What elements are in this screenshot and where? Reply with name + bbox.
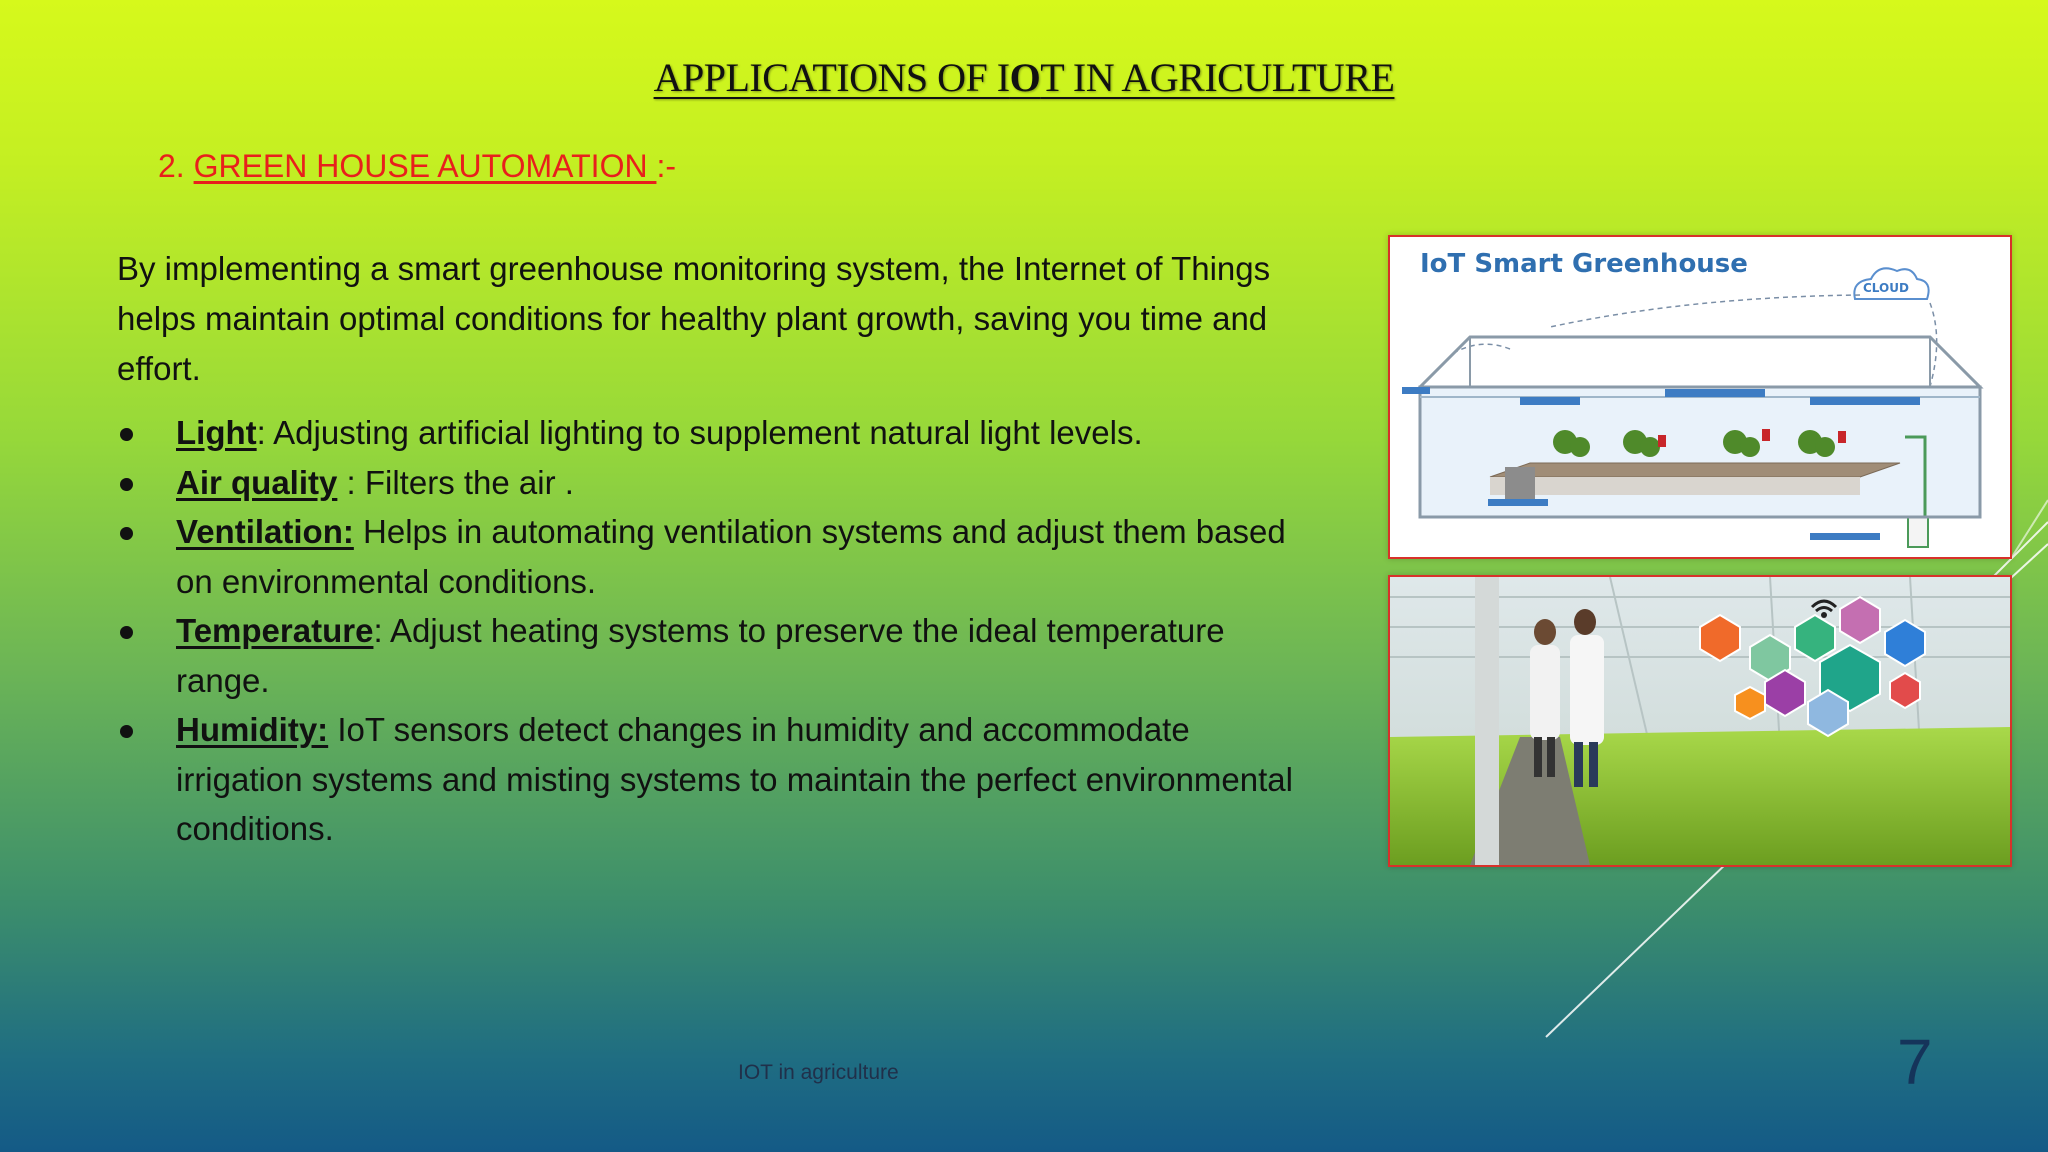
section-suffix: :-: [656, 148, 676, 184]
title-part-1: APPLICATIONS OF I: [653, 55, 1010, 100]
bullet-separator: :: [256, 414, 266, 451]
bullet-text: Adjust heating systems to preserve the ideal temperature range.: [176, 612, 1225, 699]
section-title: GREEN HOUSE AUTOMATION: [193, 148, 657, 184]
bullet-air-quality: [117, 458, 1317, 508]
bullet-temperature: [117, 606, 1317, 705]
greenhouse-photo-icon: [1390, 577, 2010, 865]
bullet-term: Air quality: [176, 463, 338, 501]
bullet-term: Humidity:: [176, 711, 329, 748]
bullet-text: Helps in automating ventilation systems and adjust them based on environmental conditions.: [176, 513, 1286, 600]
bullet-term: Light: [176, 414, 257, 451]
bullet-dot-icon: [120, 428, 133, 441]
bullet-dot-icon: [120, 478, 133, 491]
bullet-list: [117, 408, 1317, 854]
bullet-text: : Filters the air .: [337, 463, 574, 501]
greenhouse-diagram-icon: [1390, 237, 2010, 557]
section-number: 2.: [158, 148, 185, 184]
slide-title: [0, 54, 2048, 101]
bullet-dot-icon: [120, 725, 133, 738]
cloud-label: CLOUD: [1863, 281, 1909, 295]
bullet-dot-icon: [120, 527, 133, 540]
bullet-text: Adjusting artificial lighting to supplement natural light levels.: [265, 414, 1143, 451]
title-part-2: O: [1009, 55, 1041, 100]
greenhouse-photo-image: [1388, 575, 2012, 867]
footer-text: IOT in agriculture: [738, 1061, 899, 1084]
bullet-dot-icon: [120, 626, 133, 639]
bullet-term: Ventilation:: [176, 513, 354, 550]
bullet-ventilation: [117, 507, 1317, 606]
diagram-title: IoT Smart Greenhouse: [1420, 249, 1748, 279]
bullet-term: Temperature: [176, 612, 374, 649]
greenhouse-diagram-image: [1388, 235, 2012, 559]
section-heading: [158, 148, 676, 185]
intro-paragraph: By implementing a smart greenhouse monitoring system, the Internet of Things helps maintain optimal conditions for healthy plant growth, saving you time and effort.: [117, 250, 1271, 387]
bullet-light: [117, 408, 1317, 458]
bullet-separator: :: [373, 612, 383, 649]
page-number: 7: [1897, 1026, 1933, 1098]
bullet-text: IoT sensors detect changes in humidity and accommodate irrigation systems and misting systems to maintain the perfect environmental conditions.: [176, 711, 1293, 847]
bullet-humidity: [117, 705, 1317, 854]
title-part-3: T IN AGRICULTURE: [1040, 55, 1395, 100]
